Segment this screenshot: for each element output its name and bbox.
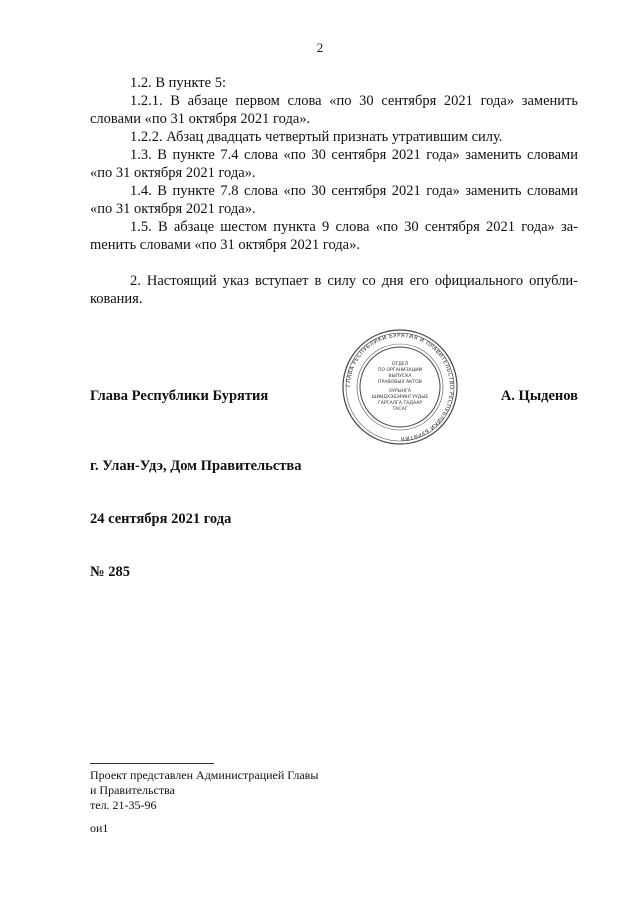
svg-text:ГЛАВА РЕСПУБЛИКИ БУРЯТИЯ И ПРА — [346, 333, 454, 441]
seal-center-line: ГАРГАЛГА ТАДААР — [377, 401, 423, 406]
paragraph-2: 2. Настоящий указ вступает в силу со дня его официального опубликования. — [90, 273, 578, 307]
footnote-line: Проект представлен Администрацией Главы — [90, 768, 319, 782]
footnote-line: и Правительства — [90, 783, 175, 797]
paragraph-1-4: 1.4. В пункте 7.8 слова «по 30 сентября 2021 года» заменить словами «по 31 октября 2021 года». — [90, 183, 578, 217]
seal-center-line: ШИИДХЭБЭРИНГУУДЫЕ — [371, 395, 429, 400]
seal-ring-text: ГЛАВА РЕСПУБЛИКИ БУРЯТИЯ И ПРАВИТЕЛЬСТВО РЕСПУБЛИКИ БУРЯТИЯ — [345, 332, 455, 442]
seal-center-line: ТАСАГ — [392, 407, 408, 412]
official-seal — [340, 327, 460, 447]
seal-center-line: ПРАВОВЫХ АКТОВ — [378, 380, 422, 385]
footnote-line: тел. 21-35-96 — [90, 798, 157, 812]
seal-center-line: ВЫПУСКА — [388, 374, 412, 379]
signing-date: 24 сентября 2021 года — [90, 511, 232, 527]
decree-number: № 285 — [90, 564, 130, 580]
seal-center-line: ПО ОРГАНИЗАЦИИ — [377, 368, 423, 373]
signing-place: г. Улан-Удэ, Дом Правительства — [90, 458, 302, 474]
seal-center-line: ОТДЕЛ — [391, 362, 409, 367]
signatory-position: Глава Республики Бурятия — [90, 388, 269, 404]
footnote-divider — [90, 763, 214, 764]
paragraph-1-2-1: 1.2.1. В абзаце первом слова «по 30 сентября 2021 года» заменить словами «по 31 октября 2021 года». — [90, 93, 578, 127]
seal-center-line: ХУРЫНГА — [388, 389, 412, 394]
page-number: 2 — [316, 40, 324, 55]
document-code: ои1 — [90, 821, 109, 835]
signatory-name: А. Цыденов — [500, 388, 578, 404]
footnote — [90, 768, 318, 813]
paragraph-1-2: 1.2. В пункте 5: — [130, 75, 226, 91]
document-body — [90, 74, 578, 308]
paragraph-1-5: 1.5. В абзаце шестом пункта 9 слова «по 30 сентября 2021 года» заmенить словами «по 31 октября 2021 года». — [90, 219, 578, 253]
paragraph-1-2-2: 1.2.2. Абзац двадцать четвертый признать утратившим силу. — [130, 129, 503, 145]
paragraph-1-3: 1.3. В пункте 7.4 слова «по 30 сентября 2021 года» заменить словами «по 31 октября 2021 года». — [90, 147, 578, 181]
